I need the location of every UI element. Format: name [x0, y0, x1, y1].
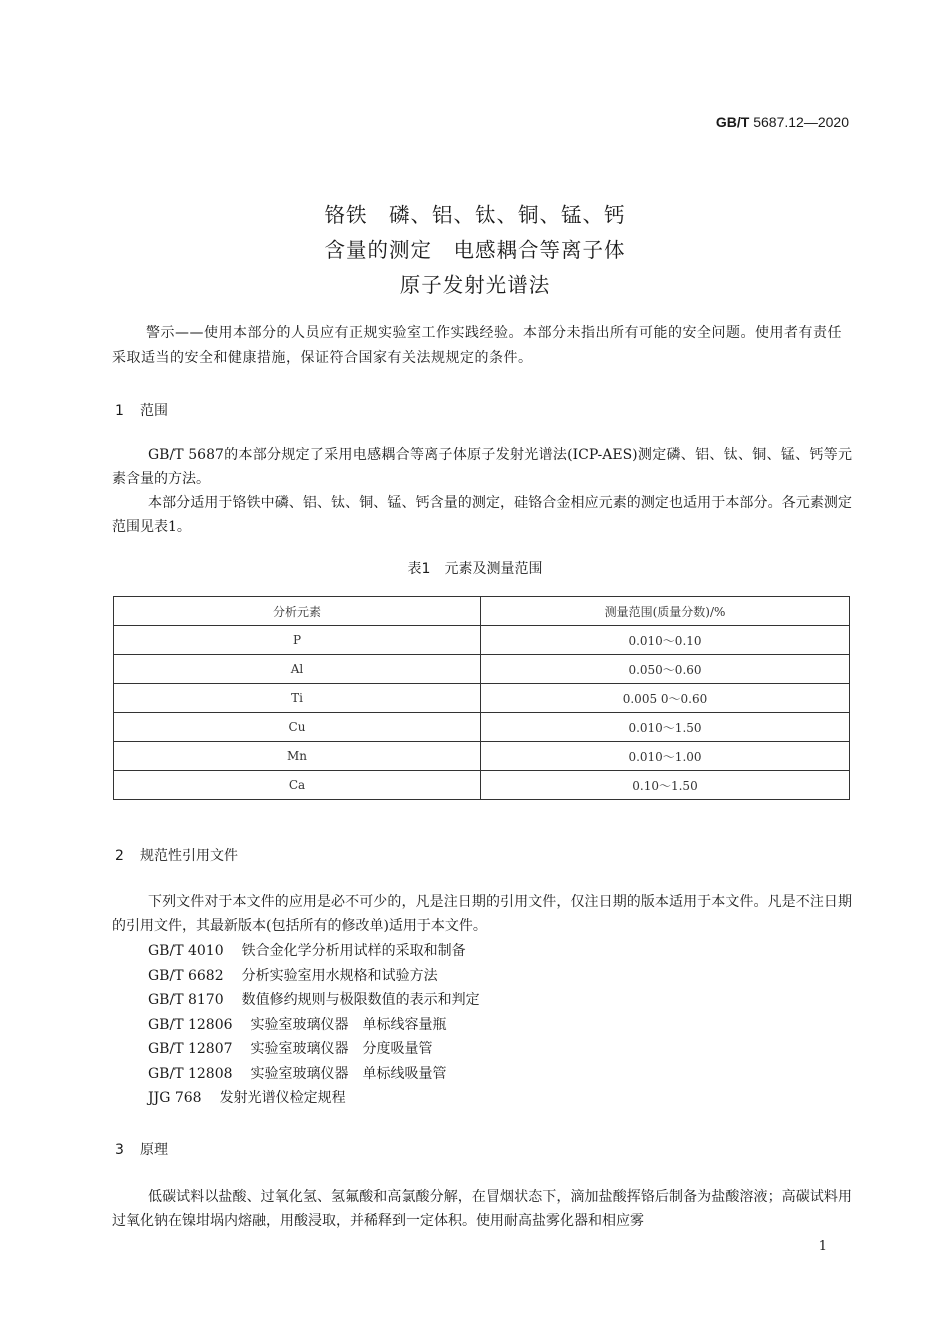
section-2-number: 2 [115, 848, 124, 864]
section-2-title: 规范性引用文件 [140, 848, 238, 864]
range-cell: 0.010～0.10 [481, 626, 850, 655]
section-3-title: 原理 [140, 1142, 168, 1158]
reference-code: GB/T 12806 [148, 1016, 233, 1033]
list-item [148, 1062, 480, 1087]
list-item [148, 964, 480, 989]
element-cell: Cu [114, 713, 481, 742]
document-title-line-2: 含量的测定 电感耦合等离子体 [324, 238, 626, 262]
reference-title: 实验室玻璃仪器 单标线容量瓶 [250, 1016, 447, 1033]
reference-code: GB/T 12808 [148, 1065, 233, 1082]
element-range-table [113, 596, 850, 800]
reference-code: GB/T 12807 [148, 1041, 233, 1057]
table-row [114, 771, 850, 800]
warning-paragraph [112, 321, 852, 371]
reference-list [148, 939, 480, 1111]
reference-title: 实验室玻璃仪器 单标线吸量管 [250, 1065, 447, 1082]
section-2-heading [115, 845, 238, 865]
list-item [148, 1037, 480, 1062]
list-item [148, 1013, 480, 1038]
reference-code: GB/T 4010 [148, 943, 224, 959]
table-row [114, 655, 850, 684]
standard-code-prefix: GB/T [715, 114, 750, 130]
reference-title: 数值修约规则与极限数值的表示和判定 [241, 992, 480, 1008]
range-cell: 0.005 0～0.60 [481, 684, 850, 713]
section-3-heading [115, 1139, 168, 1159]
reference-code: JJG 768 [148, 1090, 202, 1106]
list-item [148, 939, 480, 964]
reference-title: 分析实验室用水规格和试验方法 [241, 967, 438, 984]
page-number: 1 [818, 1239, 827, 1254]
table-header-range: 测量范围(质量分数)/% [481, 597, 850, 626]
section-1-heading [115, 400, 168, 420]
range-cell: 0.050～0.60 [481, 655, 850, 684]
range-cell: 0.010～1.00 [481, 742, 850, 771]
element-cell: P [114, 626, 481, 655]
range-cell: 0.10～1.50 [481, 771, 850, 800]
list-item [148, 988, 480, 1013]
reference-title: 铁合金化学分析用试样的采取和制备 [241, 943, 466, 959]
reference-code: GB/T 6682 [148, 967, 224, 984]
reference-code: GB/T 8170 [148, 992, 224, 1008]
element-cell: Ti [114, 684, 481, 713]
section-2-intro [112, 890, 852, 938]
document-title-line-3: 原子发射光谱法 [399, 273, 551, 297]
warning-text: 警示——使用本部分的人员应有正规实验室工作实践经验。本部分未指出所有可能的安全问题。使用者有责任采取适当的安全和健康措施，保证符合国家有关法规规定的条件。 [112, 325, 842, 366]
table-1-caption: 表1 元素及测量范围 [407, 561, 543, 577]
reference-title: 实验室玻璃仪器 分度吸量管 [250, 1041, 433, 1057]
section-1-title: 范围 [140, 403, 168, 419]
table-row [114, 684, 850, 713]
range-cell: 0.010～1.50 [481, 713, 850, 742]
table-row [114, 626, 850, 655]
list-item [148, 1086, 480, 1111]
element-cell: Ca [114, 771, 481, 800]
table-header-element: 分析元素 [114, 597, 481, 626]
section-3-number: 3 [115, 1142, 124, 1158]
section-2-paragraph: 下列文件对于本文件的应用是必不可少的，凡是注日期的引用文件，仅注日期的版本适用于本文件。凡是不注日期的引用文件，其最新版本(包括所有的修改单)适用于本文件。 [112, 894, 852, 934]
section-3-body [112, 1185, 852, 1233]
section-1-body [112, 443, 852, 539]
section-1-number: 1 [115, 403, 124, 419]
standard-code [716, 114, 849, 130]
section-1-paragraph: GB/T 5687的本部分规定了采用电感耦合等离子体原子发射光谱法(ICP-AES)测定磷、铝、钛、铜、锰、钙等元素含量的方法。 [112, 447, 852, 487]
table-row [114, 713, 850, 742]
standard-code-number: 5687.12—2020 [753, 114, 849, 130]
table-header-row [114, 597, 850, 626]
table-row [114, 742, 850, 771]
element-cell: Mn [114, 742, 481, 771]
reference-title: 发射光谱仪检定规程 [219, 1090, 346, 1106]
section-3-paragraph: 低碳试料以盐酸、过氧化氢、氢氟酸和高氯酸分解，在冒烟状态下，滴加盐酸挥铬后制备为盐酸溶液；高碳试料用过氧化钠在镍坩埚内熔融，用酸浸取，并稀释到一定体积。使用耐高盐雾化器和相应雾 [112, 1189, 852, 1229]
document-title-line-1: 铬铁 磷、铝、钛、铜、锰、钙 [324, 203, 626, 227]
section-1-paragraph: 本部分适用于铬铁中磷、铝、钛、铜、锰、钙含量的测定，硅铬合金相应元素的测定也适用于本部分。各元素测定范围见表1。 [112, 495, 852, 535]
element-cell: Al [114, 655, 481, 684]
